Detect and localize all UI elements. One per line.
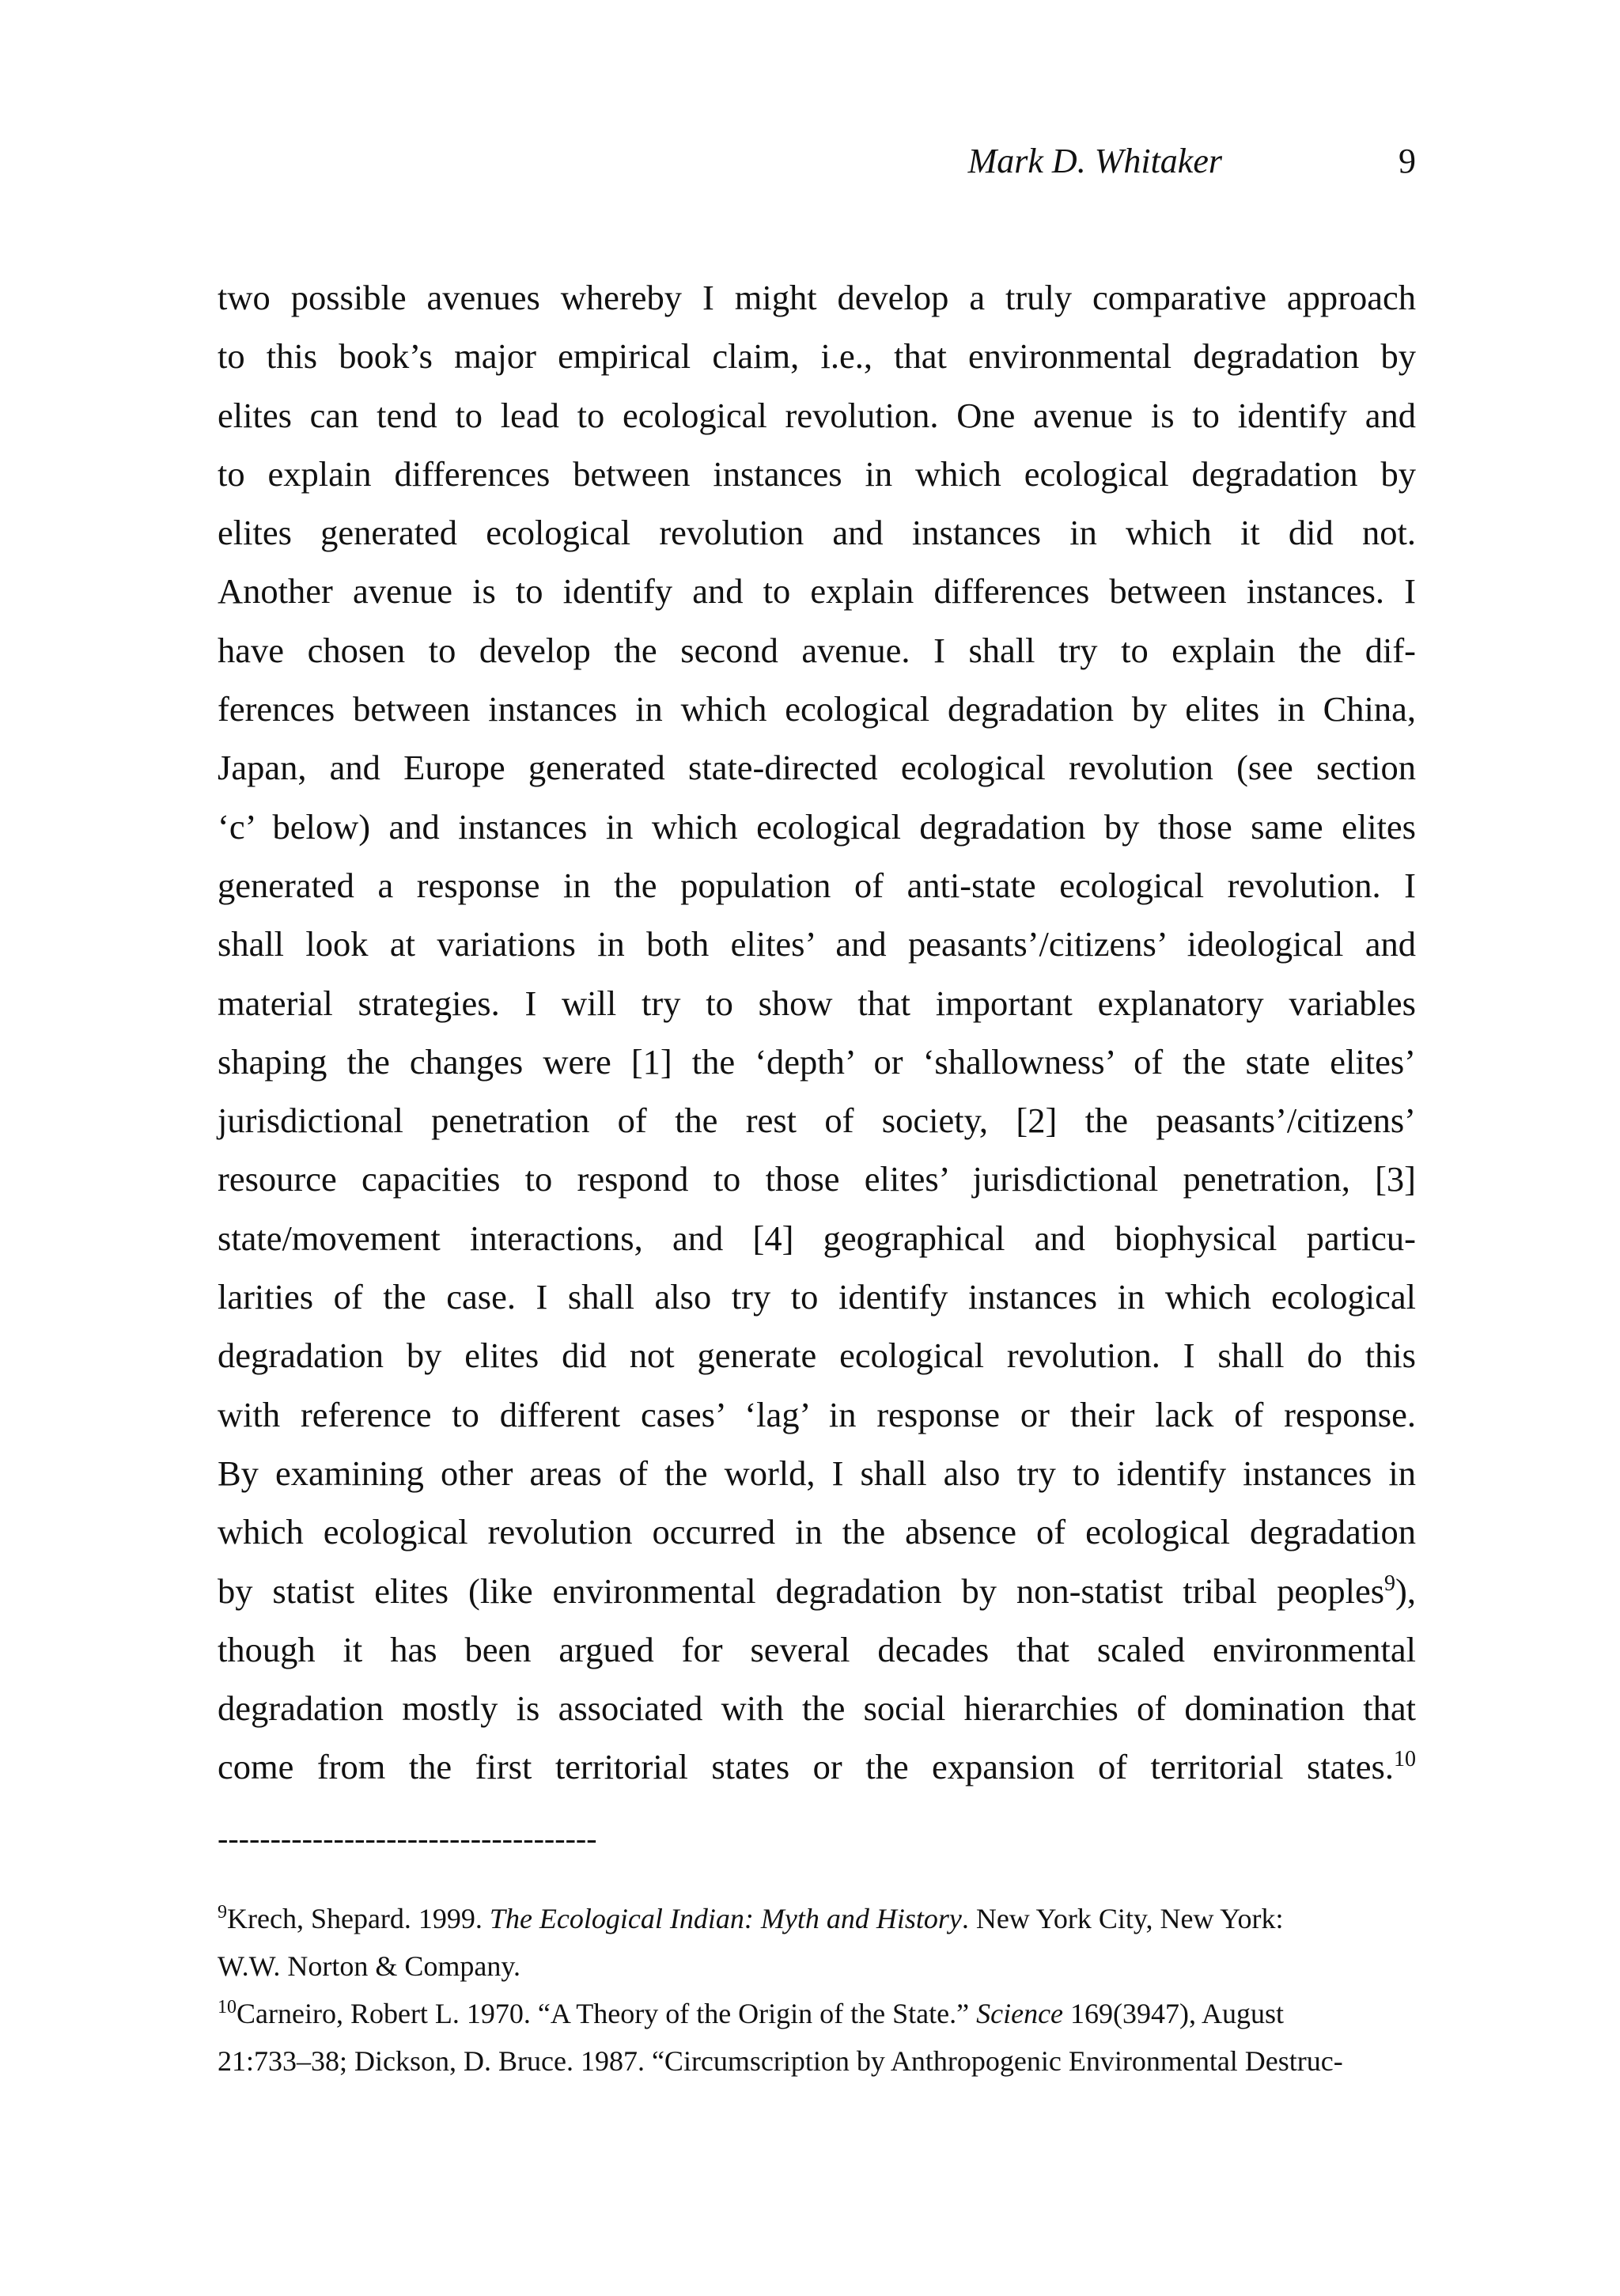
- footnote-line: [218, 1990, 1416, 2037]
- footnote-text: Krech, Shepard. 1999.: [227, 1903, 490, 1934]
- body-line: shall look at variations in both elites’ and peasants’/citizens’ ideological and: [218, 924, 1416, 964]
- body-line-with-footnote-ref: [218, 1737, 1416, 1796]
- body-line: shaping the changes were [1] the ‘depth’ or ‘shallowness’ of the state elites’: [218, 1041, 1416, 1082]
- body-line: to this book’s major empirical claim, i.e., that environmental degradation by: [218, 336, 1416, 377]
- body-line-suffix: ),: [1395, 1570, 1416, 1611]
- footnotes: [218, 1895, 1416, 2085]
- footnote-line: W.W. Norton & Company.: [218, 1950, 520, 1982]
- footnote-ref-10[interactable]: 10: [1394, 1747, 1416, 1772]
- footnote-title: Science: [976, 1998, 1064, 2029]
- body-line: Another avenue is to identify and to explain differences between instances. I: [218, 571, 1416, 612]
- footnote-marker: 9: [218, 1902, 227, 1923]
- page-number: 9: [1399, 142, 1416, 180]
- footnote-separator: ------------------------------------: [218, 1821, 597, 1856]
- body-line-with-footnote-ref: [218, 1562, 1416, 1620]
- body-line: which ecological revolution occurred in the absence of ecological degradation: [218, 1512, 1416, 1552]
- footnote-9: [218, 1895, 1416, 1990]
- body-paragraph: [218, 268, 1416, 1797]
- body-line: ‘c’ below) and instances in which ecological degradation by those same elites: [218, 806, 1416, 847]
- body-line-text: by statist elites (like environmental degradation by non-statist tribal peoples: [218, 1570, 1385, 1611]
- body-line: jurisdictional penetration of the rest of society, [2] the peasants’/citizens’: [218, 1101, 1416, 1141]
- body-line: to explain differences between instances in which ecological degradation by: [218, 453, 1416, 494]
- footnote-marker: 10: [218, 1997, 237, 2018]
- body-line: By examining other areas of the world, I shall also try to identify instances in: [218, 1453, 1416, 1493]
- running-header: [218, 141, 1416, 188]
- body-line: material strategies. I will try to show that important explanatory variables: [218, 983, 1416, 1023]
- body-line: ferences between instances in which ecological degradation by elites in China,: [218, 689, 1416, 729]
- footnote-line: 21:733–38; Dickson, D. Bruce. 1987. “Circumscription by Anthropogenic Environmental Destruc-: [218, 2045, 1343, 2077]
- footnote-text: Carneiro, Robert L. 1970. “A Theory of the Origin of the State.”: [237, 1998, 977, 2029]
- body-line: Japan, and Europe generated state-directed ecological revolution (see section: [218, 748, 1416, 788]
- body-line: though it has been argued for several decades that scaled environmental: [218, 1629, 1416, 1669]
- body-line-text: come from the first territorial states or the expansion of territorial states.: [218, 1747, 1394, 1787]
- body-line: resource capacities to respond to those elites’ jurisdictional penetration, [3]: [218, 1159, 1416, 1199]
- body-line: elites generated ecological revolution and instances in which it did not.: [218, 513, 1416, 553]
- footnote-title: The Ecological Indian: Myth and History: [489, 1903, 962, 1934]
- body-line: two possible avenues whereby I might develop a truly comparative approach: [218, 278, 1416, 317]
- footnote-10: [218, 1990, 1416, 2085]
- footnote-ref-9[interactable]: 9: [1384, 1570, 1396, 1596]
- footnote-text: . New York City, New York:: [961, 1903, 1284, 1934]
- body-line: elites can tend to lead to ecological revolution. One avenue is to identify and: [218, 395, 1416, 435]
- body-line: larities of the case. I shall also try to identify instances in which ecological: [218, 1277, 1416, 1317]
- body-line: degradation by elites did not generate ecological revolution. I shall do this: [218, 1336, 1416, 1376]
- running-header-author: Mark D. Whitaker: [967, 142, 1222, 180]
- body-line: have chosen to develop the second avenue. I shall try to explain the dif-: [218, 630, 1416, 670]
- body-line: degradation mostly is associated with the social hierarchies of domination that: [218, 1688, 1416, 1729]
- body-line: with reference to different cases’ ‘lag’ in response or their lack of response.: [218, 1394, 1416, 1434]
- footnote-text: 169(3947), August: [1063, 1998, 1285, 2029]
- body-line: state/movement interactions, and [4] geographical and biophysical particu-: [218, 1218, 1416, 1258]
- body-line: generated a response in the population of anti-state ecological revolution. I: [218, 865, 1416, 905]
- footnote-line: [218, 1895, 1416, 1942]
